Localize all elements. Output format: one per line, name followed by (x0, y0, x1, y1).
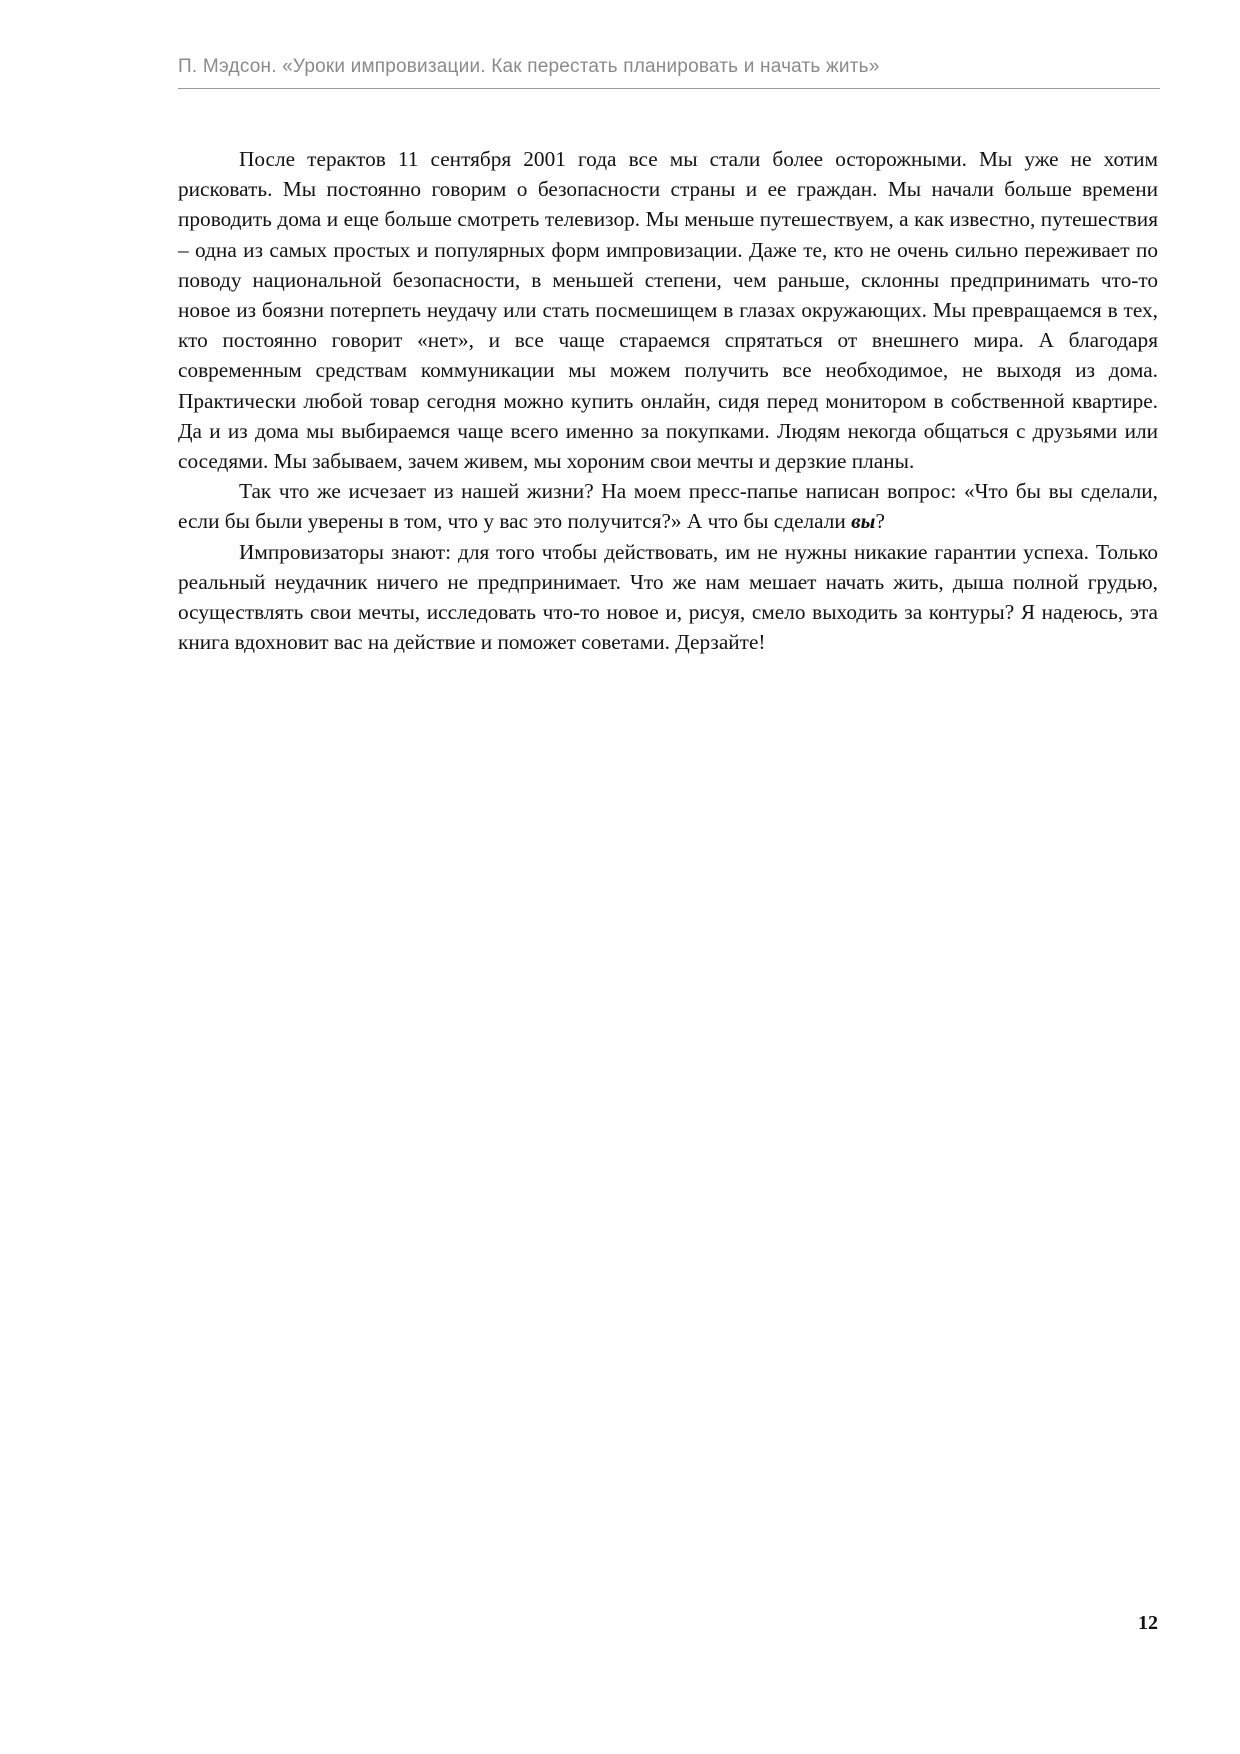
running-header: П. Мэдсон. «Уроки импровизации. Как перестать планировать и начать жить» (178, 56, 880, 77)
header-divider (178, 88, 1160, 89)
paragraph-2-text: Так что же исчезает из нашей жизни? На моем пресс-папье написан вопрос: «Что бы вы сделали, если бы были уверены в том, что у вас это получится?» А что бы сделали (178, 479, 1158, 534)
emphasis-word: вы (851, 509, 876, 534)
paragraph-2 (178, 476, 1158, 536)
body-text (178, 144, 1158, 657)
paragraph-1: После терактов 11 сентября 2001 года все мы стали более осторожными. Мы уже не хотим рисковать. Мы постоянно говорим о безопасности страны и ее граждан. Мы начали больше времени проводить дома и еще больше смотреть телевизор. Мы меньше путешествуем, а как известно, путешествия – одна из самых простых и популярных форм импровизации. Даже те, кто не очень сильно переживает по поводу национальной безопасности, в меньшей степени, чем раньше, склонны предпринимать что-то новое из боязни потерпеть неудачу или стать посмешищем в глазах окружающих. Мы превращаемся в тех, кто постоянно говорит «нет», и все чаще стараемся спрятаться от внешнего мира. А благодаря современным средствам коммуникации мы можем получить все необходимое, не выходя из дома. Практически любой товар сегодня можно купить онлайн, сидя перед монитором в собственной квартире. Да и из дома мы выбираемся чаще всего именно за покупками. Людям некогда общаться с друзьями или соседями. Мы забываем, зачем живем, мы хороним свои мечты и дерзкие планы. (178, 147, 1158, 474)
page-number: 12 (1138, 1612, 1158, 1634)
paragraph-3: Импровизаторы знают: для того чтобы действовать, им не нужны никакие гарантии успеха. Только реальный неудачник ничего не предпринимает. Что же нам мешает начать жить, дыша полной грудью, осуществлять свои мечты, исследовать что-то новое и, рисуя, смело выходить за контуры? Я надеюсь, эта книга вдохновит вас на действие и поможет советами. Дерзайте! (178, 539, 1158, 655)
paragraph-2-end: ? (875, 509, 885, 534)
